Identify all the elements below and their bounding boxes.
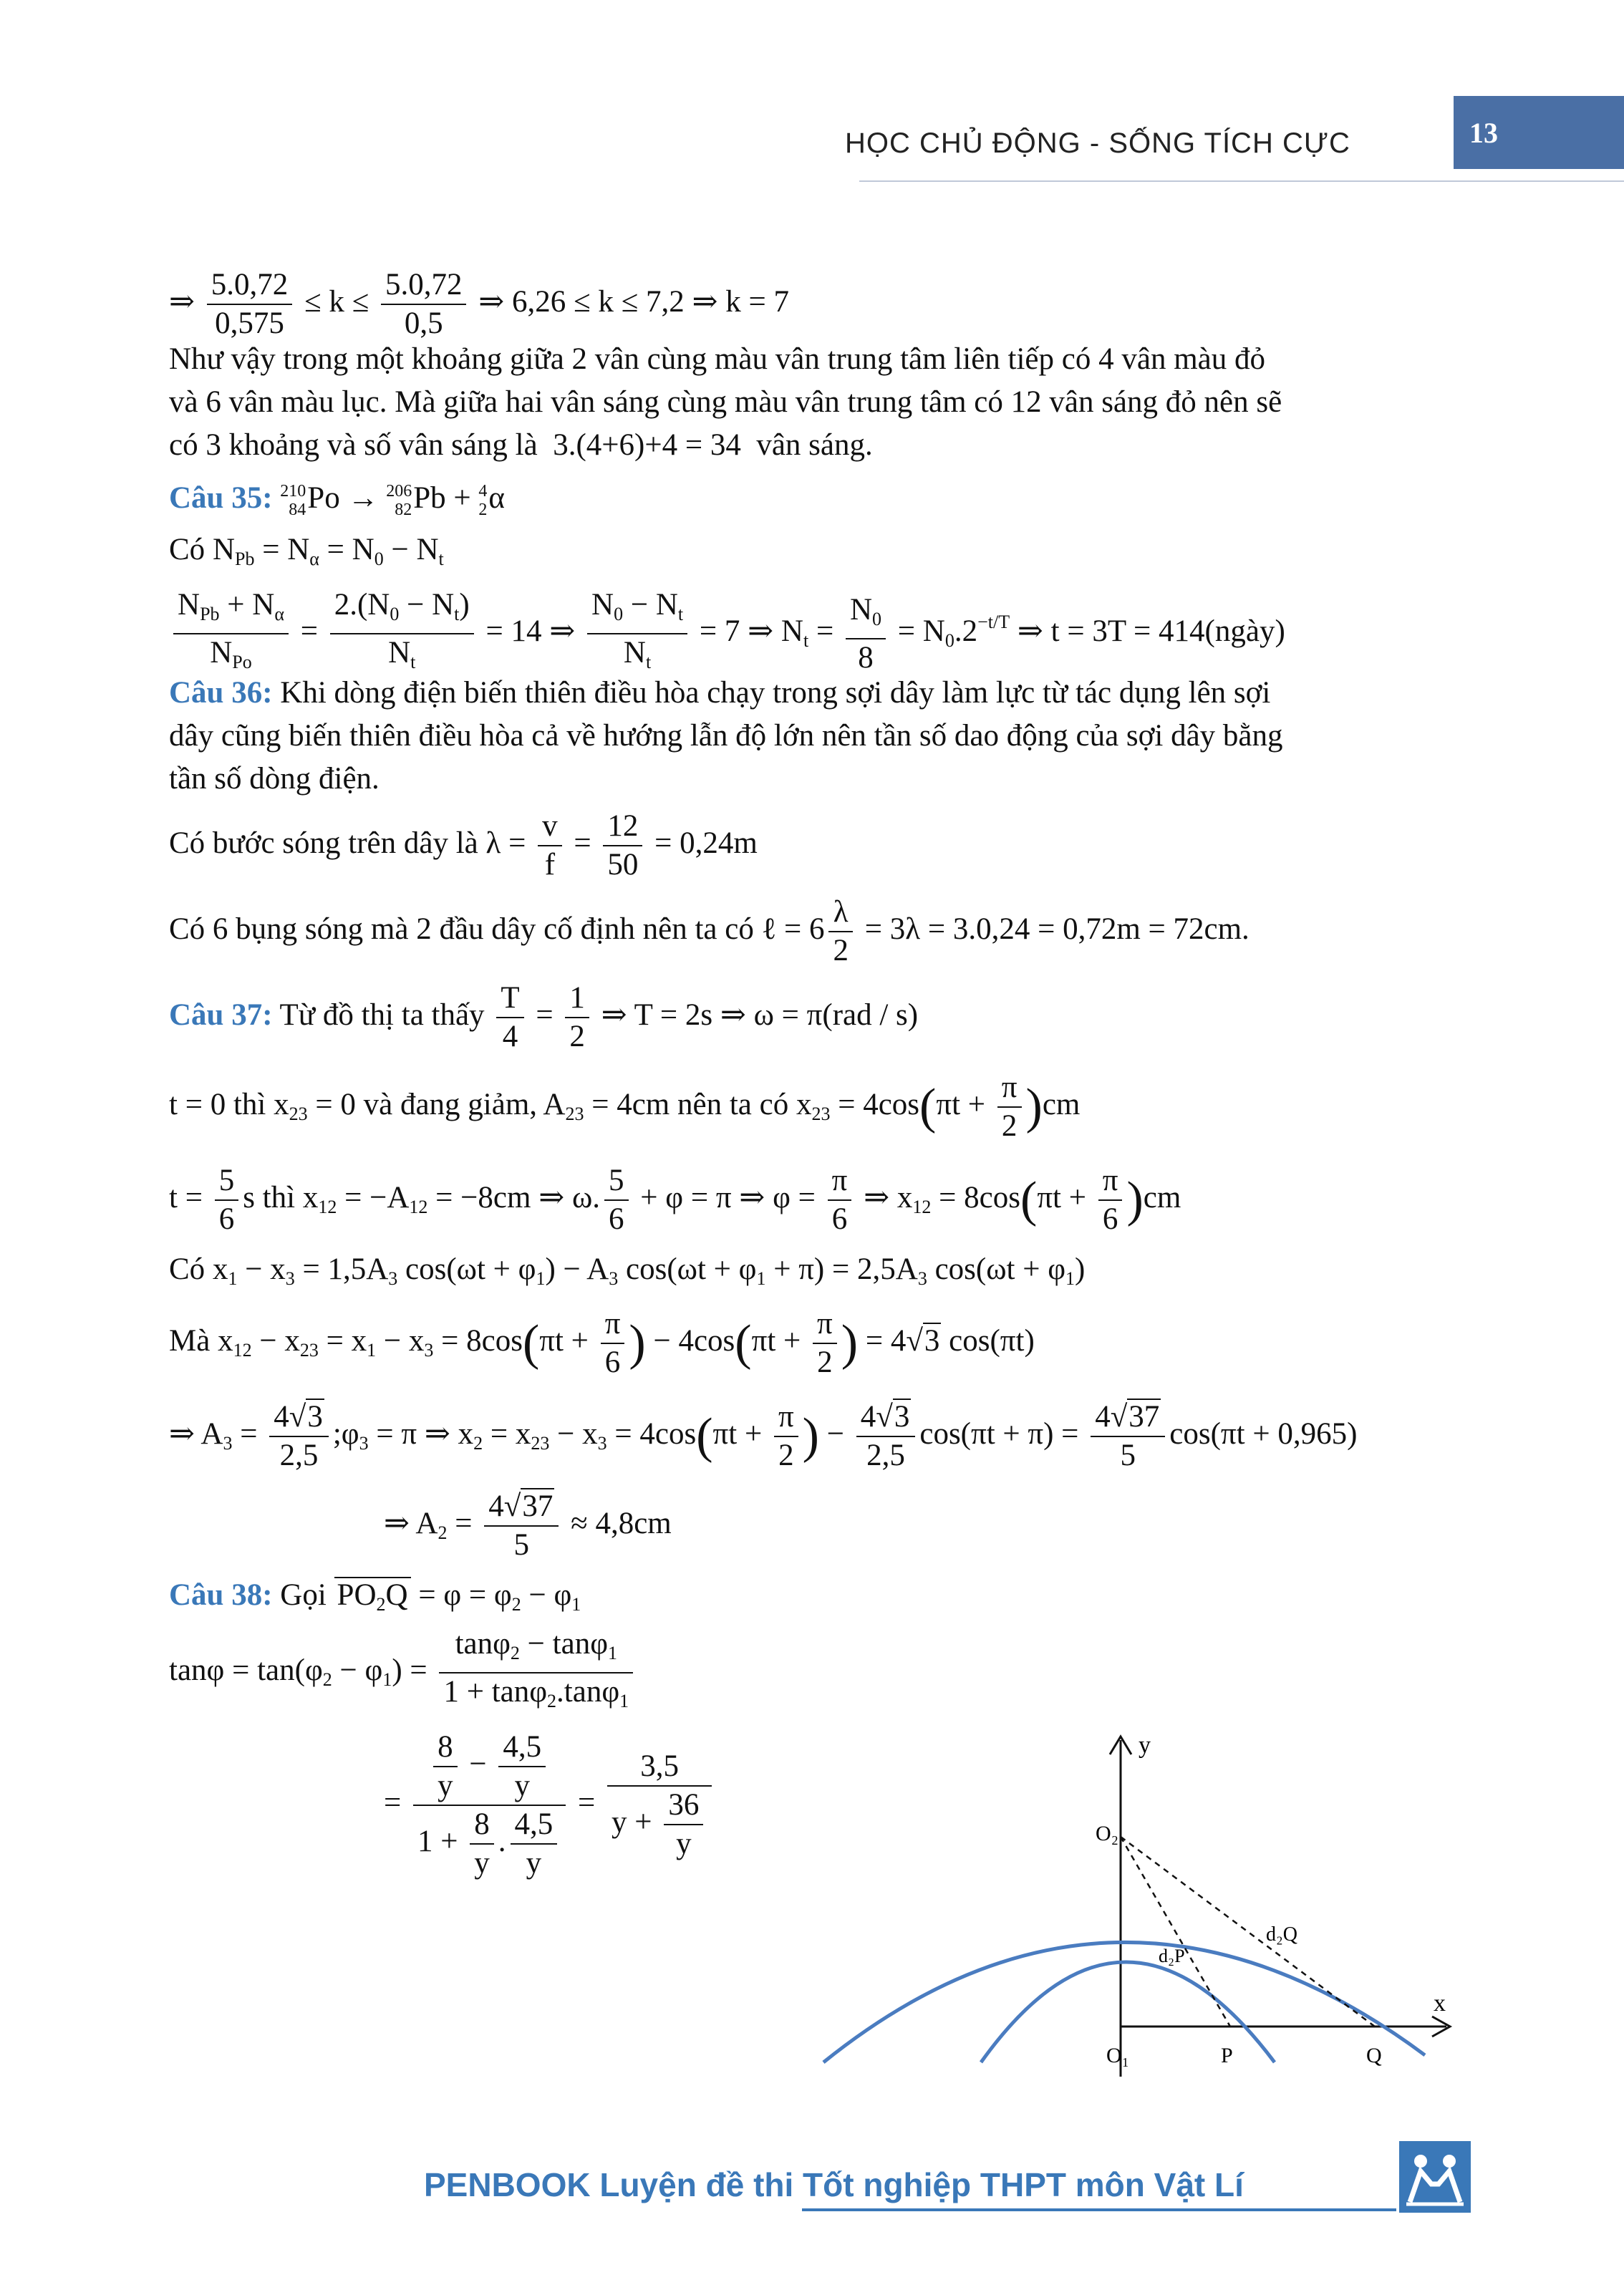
q37-x23: t = 0 thì $x_{23} = 0$ và đang giảm, $A_{23} = 4cm$ nên ta có $x_{23} = 4\cos(\pi t$ + $\frac{\pi}{2}$ )cm <box>169 1071 1081 1144</box>
question-label: Câu 37: <box>169 998 273 1032</box>
question-label: Câu 36: <box>169 676 273 710</box>
q37-x1-x3: Có $x_1 - x_3 = 1,5A_3$ $\cos(\omega t + \varphi_1) - A_3$ $\cos(\omega t + \varphi_1 + \pi) = 2,5A_3$ $\cos(\omega t + \varphi_1)$ <box>169 1252 1086 1289</box>
q35-ratio: $\frac{N_{Pb} + N_\alpha}{N_{Po}}$ = $\frac{2.(N_0 - N_t)}{N_t}$ = 14 ⇒ $\frac{N_0 - N_t}{N_t}$ = 7 ⇒ $N_t$ = $\frac{N_0}{8}$ = $N_0.2^{-t/T}$ ⇒ t = 3T = 414(ngày) <box>169 576 1472 669</box>
p-label: P <box>1221 2044 1233 2067</box>
q37-period: Câu 37: Từ đồ thị ta thấy $\frac{T}{4}$ = $\frac{1}{2}$ ⇒ T = 2s ⇒ ω = π(rad / s) <box>169 981 919 1054</box>
q36-wavelength: Có bước sóng trên dây là λ = $\frac{v}{f}$ = $\frac{12}{50}$ = 0,24m <box>169 809 758 882</box>
q38-tan: $\tan\varphi = \tan(\varphi_2 - \varphi_1)$ = $\frac{\tan\varphi_2 - \tan\varphi_1}{1 + \tan\varphi_2.\tan\varphi_1}$ <box>169 1624 1472 1717</box>
wave-diagram <box>816 1726 1461 2091</box>
q36-paragraph: Câu 36: Khi dòng điện biến thiên điều hòa chạy trong sợi dây làm lực từ tác dụng lên sợi dây cũng biến thiên điều hòa cả về hướng lẫn độ lớn nên tần số dao động của sợi dây bằng tần số dòng điện. <box>169 672 1472 801</box>
q37-a3: ⇒ $A_3$ = $\frac{4√3}{2,5}$ $;\varphi_3 = \pi$ ⇒ $x_2 = x_{23} - x_3 = 4\cos(\pi t$ + $\frac{\pi}{2}$ ) − $\frac{4√3}{2,5}$ cos(πt + π) = $\frac{4√37}{5}$ cos(πt + 0,965) <box>169 1400 1358 1473</box>
o2-label: O₂ <box>1096 1822 1119 1845</box>
footer-title: PENBOOK Luyện đề thi Tốt nghiệp THPT môn Vật Lí <box>424 2166 1244 2203</box>
x-label: x <box>1434 1990 1446 2016</box>
d2p-line <box>1121 1837 1230 2027</box>
q37-difference: Mà $x_{12} - x_{23} = x_1 - x_3 = 8\cos(\pi t$ + $\frac{\pi}{6}$ ) − 4cos(πt + $\frac{\pi}{2}$ ) = 4√3 cos(πt) <box>169 1307 1035 1380</box>
question-label: Câu 38: <box>169 1578 273 1612</box>
q35-reaction: Câu 35: 210 84 Po → 206 82 Pb + 4 2 α <box>169 481 505 520</box>
q37-a2: ⇒ $A_2$ = $\frac{4√37}{5}$ ≈ 4,8cm <box>384 1489 672 1562</box>
o1-label: O₁ <box>1106 2044 1130 2067</box>
q35-counts: Có $N_{Pb} = N_\alpha = N_0 - N_t$ <box>169 533 444 569</box>
d2q-line <box>1121 1837 1375 2027</box>
running-header: HỌC CHỦ ĐỘNG - SỐNG TÍCH CỰC <box>845 127 1350 159</box>
k-inequality: ⇒ $\frac{5.0,72}{0,575}$ ≤ k ≤ $\frac{5.0,72}{0,5}$ ⇒ 6,26 ≤ k ≤ 7,2 ⇒ k = 7 <box>169 268 789 341</box>
solution-body <box>169 266 1472 1889</box>
d2p-label: d₂P <box>1159 1946 1185 1966</box>
q37-x12: t = $\frac{5}{6}$ s thì $x_{12} = -A_{12} = -8cm$ ⇒ ω. $\frac{5}{6}$ + φ = π ⇒ φ = $\frac{\pi}{6}$ ⇒ $x_{12} = 8\cos(\pi t$ + $\frac{\pi}{6}$ )cm <box>169 1164 1181 1237</box>
question-label: Câu 35: <box>169 481 273 515</box>
page-number-box <box>1454 96 1624 169</box>
header-rule <box>859 180 1624 182</box>
q38-angle: Câu 38: Gọi $PO_2Q = \varphi = \varphi_2 - \varphi_1$ <box>169 1578 581 1615</box>
q38-simplified: = $\frac{8}{y}$ − $\frac{4,5}{y}$ 1 + $\frac{8}{y}$ . $\frac{4,5}{y}$ = 3,5 y + $\frac{36}{y}$ <box>169 1717 1472 1889</box>
d2q-label: d₂Q <box>1266 1923 1297 1946</box>
page-number: 13 <box>1469 117 1498 149</box>
paragraph-line: tần số dòng điện. <box>169 762 380 796</box>
y-label: y <box>1139 1732 1151 1759</box>
publisher-logo-icon <box>1399 2141 1471 2213</box>
paragraph-line: có 3 khoảng và số vân sáng là 3.(4+6)+4 = 34 vân sáng. <box>169 428 873 462</box>
q-label: Q <box>1366 2044 1382 2067</box>
paragraph-fringes <box>169 338 1472 467</box>
paragraph-line: và 6 vân màu lục. Mà giữa hai vân sáng cùng màu vân trung tâm có 12 vân sáng đỏ nên sẽ <box>169 385 1282 419</box>
paragraph-line: Như vậy trong một khoảng giữa 2 vân cùng màu vân trung tâm liên tiếp có 4 vân màu đỏ <box>169 342 1265 376</box>
footer-rule <box>802 2208 1396 2211</box>
paragraph-line: dây cũng biến thiên điều hòa cả về hướng lẫn độ lớn nên tần số dao động của sợi dây bằng <box>169 719 1283 753</box>
q36-length: Có 6 bụng sóng mà 2 đầu dây cố định nên ta có ℓ = 6 $\frac{\lambda}{2}$ = 3λ = 3.0,24 = 0,72m = 72cm. <box>169 895 1250 968</box>
